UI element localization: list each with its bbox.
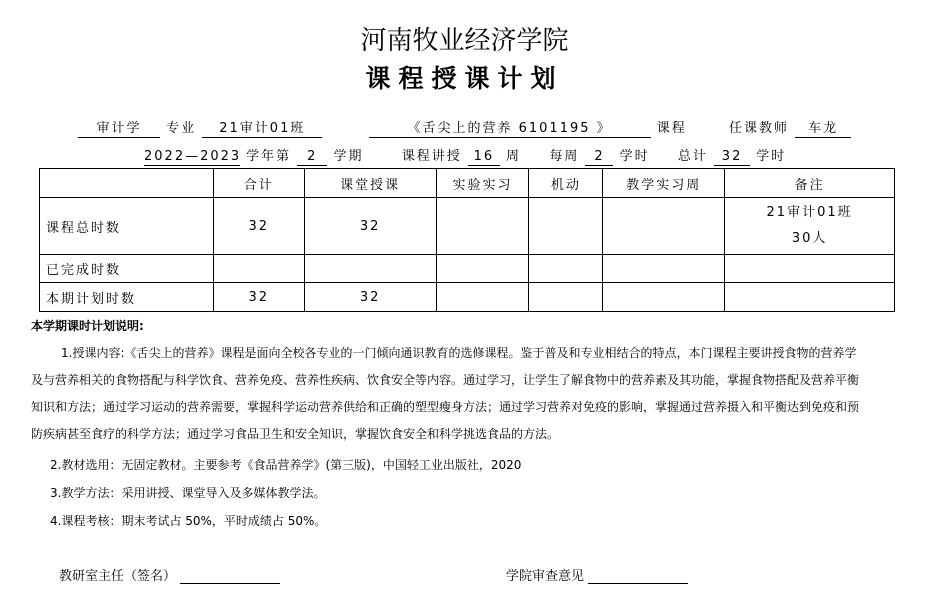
- cell-remarks: [725, 255, 895, 283]
- term-label: 学期: [333, 149, 364, 164]
- cell-flex: [529, 283, 603, 312]
- director-signature-label: 教研室主任（签名）: [59, 569, 177, 584]
- teacher-value: 车龙: [795, 117, 851, 138]
- course-label: 课程: [656, 121, 687, 136]
- weekly-hours-value: 2: [585, 149, 613, 166]
- total-hours-value: 32: [714, 149, 750, 166]
- paragraph-line: 1.授课内容:《舌尖上的营养》课程是面向全校各专业的一门倾向通识教育的选修课程。鉴于普及和专业相结合的特点，本门课程主要讲授食物的营养学: [61, 346, 857, 360]
- paragraph-line: 及与营养相关的食物搭配与科学饮食、营养免疫、营养性疾病、饮食安全等内容。通过学习，让学生了解食物中的营养素及其功能，掌握食物搭配及营养平衡: [31, 373, 860, 387]
- header-lab: 实验实习: [436, 169, 529, 198]
- weeks-unit: 周: [506, 149, 522, 164]
- total-unit: 学时: [756, 149, 787, 164]
- term-value: 2: [297, 149, 327, 166]
- header-corner: [40, 169, 214, 198]
- remark-class: 21审计01班: [766, 205, 853, 220]
- total-label: 总计: [677, 149, 708, 164]
- teacher-label: 任课教师: [729, 121, 790, 136]
- college-review: [506, 565, 688, 584]
- header-flex: 机动: [529, 169, 603, 198]
- major-label: 专业: [166, 121, 197, 136]
- header-remarks: 备注: [725, 169, 895, 198]
- director-signature-line[interactable]: [180, 569, 280, 584]
- weekly-label: 每周: [549, 149, 580, 164]
- schedule-info-line: [144, 145, 786, 166]
- table-row: [40, 283, 895, 312]
- row-label: 已完成时数: [40, 255, 214, 283]
- cell-total: [213, 255, 304, 283]
- cell-lab: [436, 198, 529, 255]
- cell-lab: [436, 283, 529, 312]
- paragraph-line: 知识和方法；通过学习运动的营养需要，掌握科学运动营养供给和正确的塑型瘦身方法；通过学习营养对免疫的影响，掌握通过营养摄入和平衡达到免疫和预: [31, 400, 860, 414]
- method-note: 3.教学方法：采用讲授、课堂导入及多媒体教学法。: [50, 486, 326, 500]
- header-total: 合计: [213, 169, 304, 198]
- table-header-row: [40, 169, 895, 198]
- cell-classroom: 32: [304, 198, 436, 255]
- cell-remarks: [725, 198, 895, 255]
- weeks-label: 课程讲授: [401, 149, 462, 164]
- course-info-line: [78, 117, 851, 138]
- cell-practice: [603, 198, 725, 255]
- document-title: 课程授课计划: [365, 64, 564, 93]
- teaching-content-paragraph: [31, 340, 909, 448]
- paragraph-line: 防疾病甚至食疗的科学方法；通过学习食品卫生和安全知识，掌握饮食安全和科学挑选食品的方法。: [31, 427, 560, 441]
- header-practice-weeks: 教学实习周: [603, 169, 725, 198]
- table-row: [40, 198, 895, 255]
- cell-total: 32: [213, 198, 304, 255]
- cell-flex: [529, 198, 603, 255]
- cell-classroom: [304, 255, 436, 283]
- class-value: 21审计01班: [202, 117, 322, 138]
- cell-practice: [603, 255, 725, 283]
- remark-count: 30人: [791, 231, 828, 246]
- header-classroom: 课堂授课: [304, 169, 436, 198]
- hours-table: [39, 168, 895, 312]
- course-name-value: 《舌尖上的营养 6101195 》: [369, 117, 651, 138]
- cell-lab: [436, 255, 529, 283]
- college-review-label: 学院审查意见: [506, 569, 585, 584]
- row-label: 本期计划时数: [40, 283, 214, 312]
- table-row: [40, 255, 895, 283]
- assessment-note: 4.课程考核：期末考试占 50%，平时成绩占 50%。: [50, 514, 327, 528]
- row-label: 课程总时数: [40, 198, 214, 255]
- weeks-value: 16: [468, 149, 500, 166]
- major-value: 审计学: [78, 117, 160, 138]
- year-label: 学年第: [246, 149, 292, 164]
- weekly-unit: 学时: [619, 149, 650, 164]
- cell-flex: [529, 255, 603, 283]
- cell-total: 32: [213, 283, 304, 312]
- cell-remarks: [725, 283, 895, 312]
- college-review-line[interactable]: [588, 569, 688, 584]
- cell-practice: [603, 283, 725, 312]
- textbook-note: 2.教材选用：无固定教材。主要参考《食品营养学》(第三版)，中国轻工业出版社，2020: [50, 458, 522, 472]
- school-name: 河南牧业经济学院: [360, 26, 569, 56]
- notes-heading: 本学期课时计划说明:: [31, 319, 144, 333]
- academic-year-value: 2022—2023: [144, 149, 242, 164]
- director-signature: [59, 565, 280, 584]
- cell-classroom: 32: [304, 283, 436, 312]
